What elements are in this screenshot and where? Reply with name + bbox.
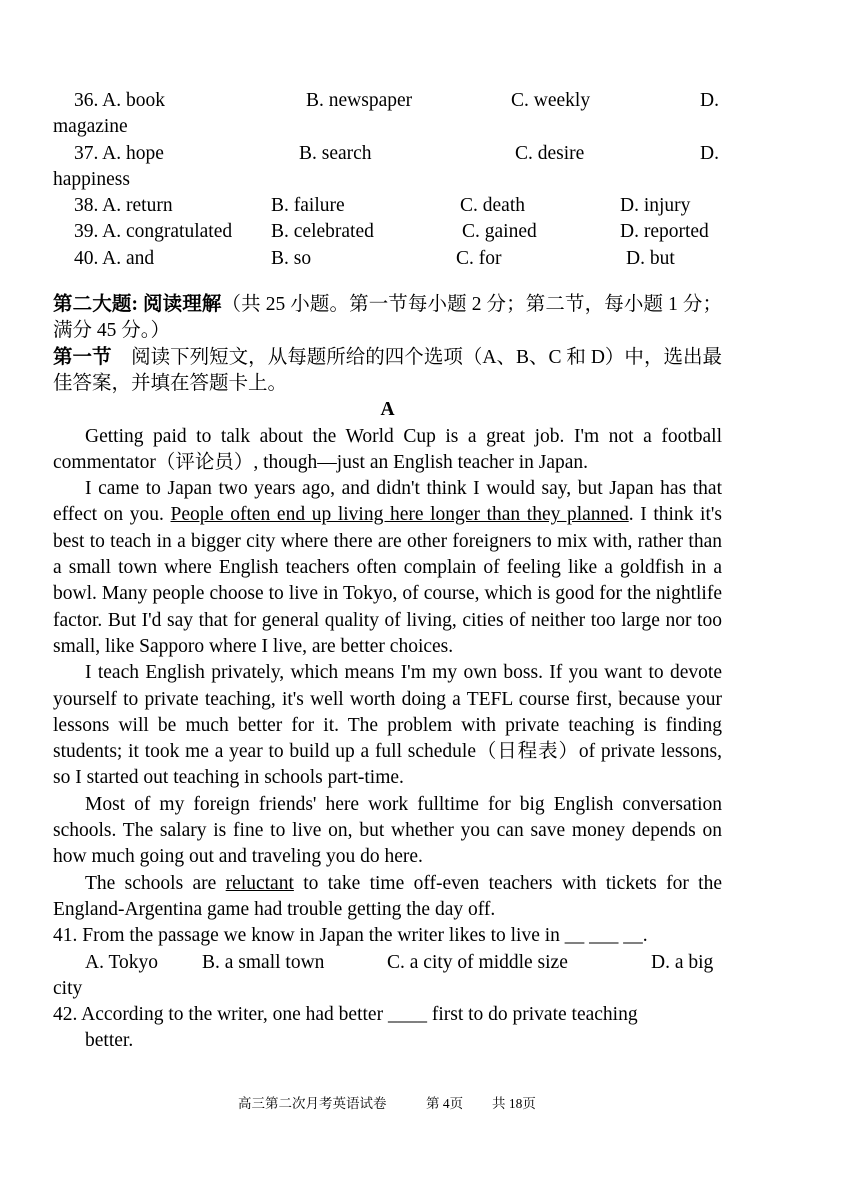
- option-row-36: [53, 88, 722, 114]
- question-41-wrap: city: [53, 977, 83, 999]
- option-b: B. a small town: [202, 951, 325, 973]
- underlined-sentence: People often end up living here longer than they planned: [170, 504, 629, 526]
- option-a: 39. A. congratulated: [74, 221, 233, 243]
- paragraph-3: I teach English privately, which means I'm my own boss. If you want to devote yourself to private teaching, it's well worth doing a TEFL course first, because your lessons will be much better for it. The problem with private teaching is finding students; it took me a year to build up a full schedule（日程表）of private lessons, so I started out teaching in schools part-time.: [53, 662, 722, 789]
- option-b: B. search: [299, 142, 372, 164]
- cloze-options: [53, 88, 722, 272]
- option-row-38: [53, 193, 722, 219]
- option-a: A. Tokyo: [85, 951, 159, 973]
- paragraph-5: The schools are reluctant to take time off-even teachers with tickets for the England-Argentina game had trouble getting the day off.: [53, 872, 723, 920]
- option-wrap-36: magazine: [53, 116, 128, 138]
- option-b: B. celebrated: [271, 221, 374, 243]
- option-d: D.: [700, 142, 719, 164]
- question-41-options: [53, 950, 722, 976]
- option-d: D. reported: [620, 221, 709, 243]
- paragraph-4: Most of my foreign friends' here work fulltime for big English conversation schools. The salary is fine to live on, but whether you can save money depends on how much going out and traveling you do here.: [53, 793, 722, 868]
- option-b: B. failure: [271, 195, 345, 217]
- footer-title: 高三第二次月考英语试卷: [238, 1096, 387, 1111]
- part-instructions: [53, 345, 722, 398]
- option-d: D. injury: [620, 195, 691, 217]
- option-c: C. death: [460, 195, 525, 217]
- option-a: 40. A. and: [74, 247, 155, 269]
- paragraph-1: Getting paid to talk about the World Cup is a great job. I'm not a football commentator（评论员）, though—just an English teacher in Japan.: [53, 425, 722, 473]
- option-d: D.: [700, 90, 719, 111]
- option-d: D. a big: [651, 951, 714, 973]
- option-b: B. newspaper: [306, 90, 413, 111]
- part-directions: 阅读下列短文，从每题所给的四个选项（A、B、C 和 D）中，选出最佳答案，并填在答题卡上。: [53, 346, 722, 394]
- paragraph-2: I came to Japan two years ago, and didn't think I would say, but Japan has that effect on you. People often end up living here longer than they planned. I think it's best to teach in a bigger city where there are other foreigners to mix with, rather than a small town where English teachers often complain of feeling like a goldfish in a bowl. Many people choose to live in Tokyo, of course, which is good for the nightlife factor. But I'd say that for general quality of living, cities of neither too large nor too small, like Sapporo where I live, are better choices.: [53, 478, 722, 657]
- option-c: C. for: [456, 247, 502, 269]
- section-title: 第二大题: 阅读理解: [53, 294, 222, 316]
- underlined-word: reluctant: [225, 872, 294, 894]
- question-41: 41. From the passage we know in Japan the writer likes to live in __ ___ __.: [53, 925, 648, 947]
- question-42-wrap: better.: [85, 1030, 134, 1052]
- option-d: D. but: [626, 247, 675, 269]
- footer-page: 第 4页: [426, 1096, 464, 1111]
- part-title: 第一节: [53, 346, 112, 368]
- option-a: 36. A. book: [74, 90, 166, 111]
- option-wrap-37: happiness: [53, 168, 130, 190]
- option-row-39: [53, 219, 722, 245]
- section-heading: [53, 292, 722, 345]
- option-b: B. so: [271, 247, 312, 269]
- option-c: C. gained: [462, 221, 537, 243]
- option-a: 37. A. hope: [74, 142, 164, 164]
- passage-label: A: [380, 399, 395, 421]
- footer-total: 共 18页: [492, 1096, 536, 1111]
- option-a: 38. A. return: [74, 195, 173, 217]
- option-c: C. weekly: [511, 90, 591, 111]
- exam-page: [53, 88, 722, 1055]
- option-c: C. desire: [515, 142, 585, 164]
- question-42: 42. According to the writer, one had better ____ first to do private teaching: [53, 1004, 638, 1026]
- option-c: C. a city of middle size: [387, 951, 568, 973]
- section-scoring: （共 25 小题。第一节每小题 2 分；第二节，每小题 1 分；满分 45 分。）: [53, 294, 722, 342]
- option-row-37: [53, 141, 722, 167]
- option-row-40: [53, 246, 722, 272]
